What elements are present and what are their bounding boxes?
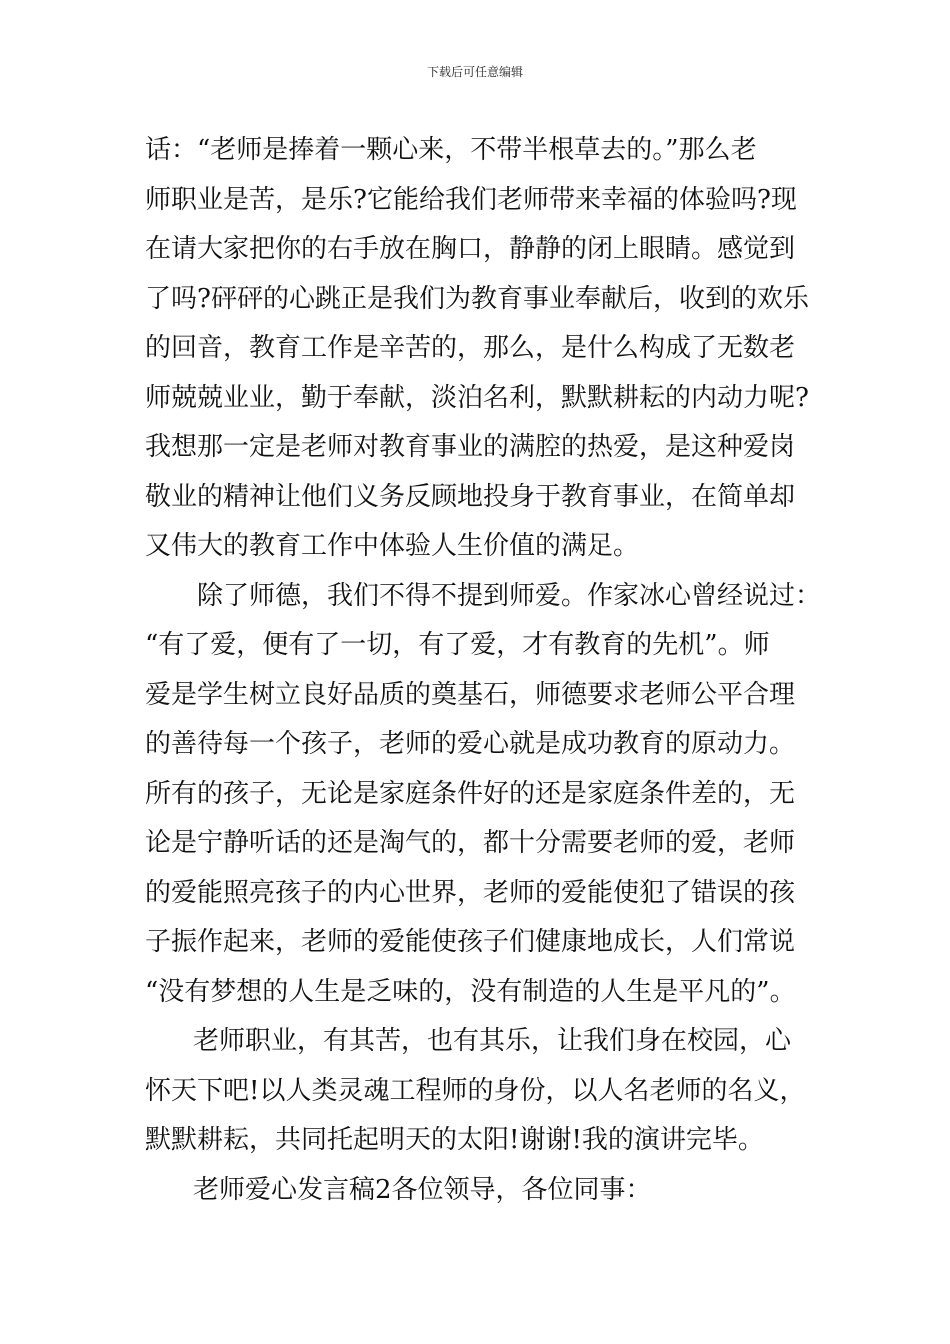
text-line: 默默耕耘，共同托起明天的太阳!谢谢!我的演讲完毕。 [145, 1125, 764, 1155]
text-line: 老师爱心发言稿2各位领导，各位同事： [193, 1174, 652, 1205]
text-line: 了吗?砰砰的心跳正是我们为教育事业奉献后，收到的欢乐 [145, 283, 809, 314]
text-line: “有了爱，便有了一切，有了爱，才有教育的先机”。师 [145, 630, 770, 660]
text-line: “没有梦想的人生是乏味的，没有制造的人生是平凡的”。 [145, 976, 796, 1007]
text-line: 除了师德，我们不得不提到师爱。作家冰心曾经说过： [197, 580, 822, 611]
text-line: 老师职业，有其苦，也有其乐，让我们身在校园，心 [193, 1026, 792, 1056]
text-line: 话：“老师是捧着一颗心来，不带半根草去的。”那么老 [145, 135, 757, 165]
text-line: 论是宁静听话的还是淘气的，都十分需要老师的爱，老师 [145, 828, 796, 858]
text-line: 所有的孩子，无论是家庭条件好的还是家庭条件差的，无 [145, 778, 796, 809]
text-line: 的回音，教育工作是辛苦的，那么，是什么构成了无数老 [145, 333, 796, 363]
text-line: 子振作起来，老师的爱能使孩子们健康地成长，人们常说 [145, 927, 796, 957]
document-body [145, 126, 835, 1215]
text-line: 的善待每一个孩子，老师的爱心就是成功教育的原动力。 [145, 729, 796, 759]
text-line: 师兢兢业业，勤于奉献，淡泊名利，默默耕耘的内动力呢? [145, 382, 809, 413]
text-line: 师职业是苦，是乐?它能给我们老师带来幸福的体验吗?现 [145, 184, 797, 215]
paragraph-2 [145, 572, 835, 1018]
text-line: 怀天下吧!以人类灵魂工程师的身份，以人名老师的名义， [145, 1075, 806, 1106]
paragraph-4 [145, 1166, 835, 1216]
paragraph-3 [145, 1017, 835, 1166]
paragraph-1 [145, 126, 835, 572]
text-line: 我想那一定是老师对教育事业的满腔的热爱，是这种爱岗 [145, 432, 796, 462]
page-header: 下载后可任意编辑 [426, 65, 523, 79]
text-line: 敬业的精神让他们义务反顾地投身于教育事业，在简单却 [145, 481, 796, 512]
text-line: 的爱能照亮孩子的内心世界，老师的爱能使犯了错误的孩 [145, 877, 796, 908]
text-line: 又伟大的教育工作中体验人生价值的满足。 [145, 531, 640, 561]
text-line: 在请大家把你的右手放在胸口，静静的闭上眼睛。感觉到 [145, 234, 796, 264]
text-line: 爱是学生树立良好品质的奠基石，师德要求老师公平合理 [145, 679, 796, 710]
